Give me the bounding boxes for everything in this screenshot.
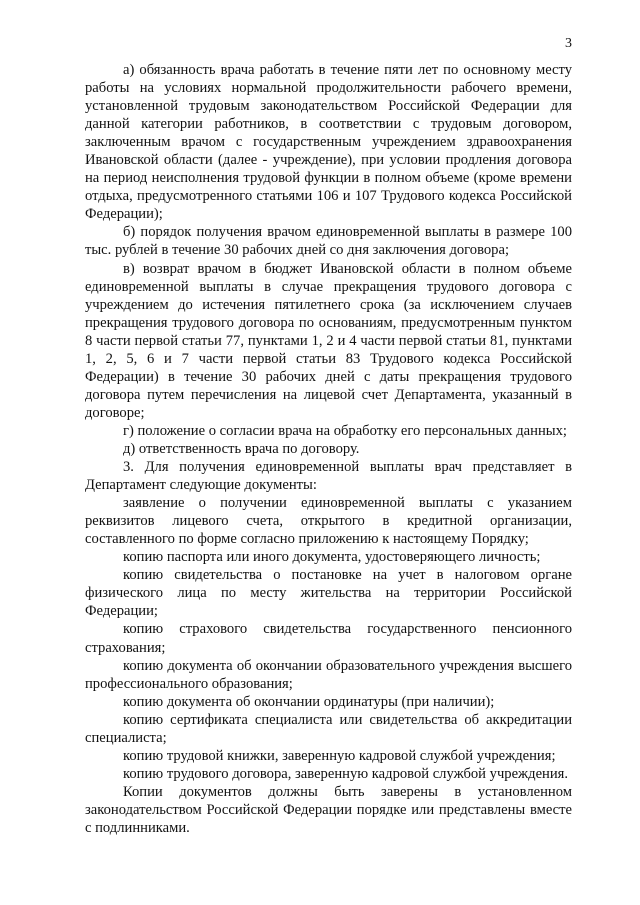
paragraph-3-documents-intro: 3. Для получения единовременной выплаты врач представляет в Департамент следующие документы: <box>85 459 572 494</box>
paragraph-d-responsibility: д) ответственность врача по договору. <box>123 440 360 457</box>
document-item-employment-record: копию трудовой книжки, заверенную кадровой службой учреждения; <box>123 747 556 764</box>
document-item-application: заявление о получении единовременной выплаты с указанием реквизитов лицевого счета, открытого в кредитной организации, составленного по форме согласно приложению к настоящему Порядку; <box>85 495 572 548</box>
document-body <box>85 61 572 837</box>
paragraph-g-personal-data-consent: г) положение о согласии врача на обработку его персональных данных; <box>123 422 567 439</box>
paragraph-certification-note: Копии документов должны быть заверены в установленном законодательством Российской Федерации порядке или представлены вместе с подлинниками. <box>85 783 572 836</box>
page-number: 3 <box>565 36 572 51</box>
document-item-residency: копию документа об окончании ординатуры (при наличии); <box>123 693 495 710</box>
document-item-pension-insurance: копию страхового свидетельства государственного пенсионного страхования; <box>85 621 572 656</box>
paragraph-b-payment-procedure: б) порядок получения врачом единовременной выплаты в размере 100 тыс. рублей в течение 30 рабочих дней со дня заключения договора; <box>85 224 572 259</box>
document-item-higher-education: копию документа об окончании образовательного учреждения высшего профессионального образования; <box>85 657 572 692</box>
document-item-specialist-certificate: копию сертификата специалиста или свидетельства об аккредитации специалиста; <box>85 711 572 746</box>
document-item-tax-registration: копию свидетельства о постановке на учет в налоговом органе физического лица по месту жительства на территории Российской Федерации; <box>85 567 572 620</box>
paragraph-v-refund: в) возврат врачом в бюджет Ивановской области в полном объеме единовременной выплаты в случае прекращения трудового договора с учреждением до истечения пятилетнего срока (за исключением случаев прекращения трудового договора по основаниям, предусмотренным пунктом 8 части первой статьи 77, пунктами 1, 2 и 4 части первой статьи 81, пунктами 1, 2, 5, 6 и 7 части первой статьи 83 Трудового кодекса Российской Федерации) в течение 30 рабочих дней с даты прекращения трудового договора путем перечисления на лицевой счет Департамента, указанный в договоре; <box>85 260 572 421</box>
document-item-passport: копию паспорта или иного документа, удостоверяющего личность; <box>123 549 541 566</box>
document-item-employment-contract: копию трудового договора, заверенную кадровой службой учреждения. <box>123 765 569 782</box>
paragraph-a-obligation: а) обязанность врача работать в течение пяти лет по основному месту работы на условиях нормальной продолжительности рабочего времени, установленной трудовым законодательством Российской Федерации для данной категории работников, в соответствии с трудовым договором, заключенным врачом с государственным учреждением здравоохранения Ивановской области (далее - учреждение), при условии продления договора на период неисполнения трудовой функции в полном объеме (кроме времени отдыха, предусмотренного статьями 106 и 107 Трудового кодекса Российской Федерации); <box>85 62 572 223</box>
